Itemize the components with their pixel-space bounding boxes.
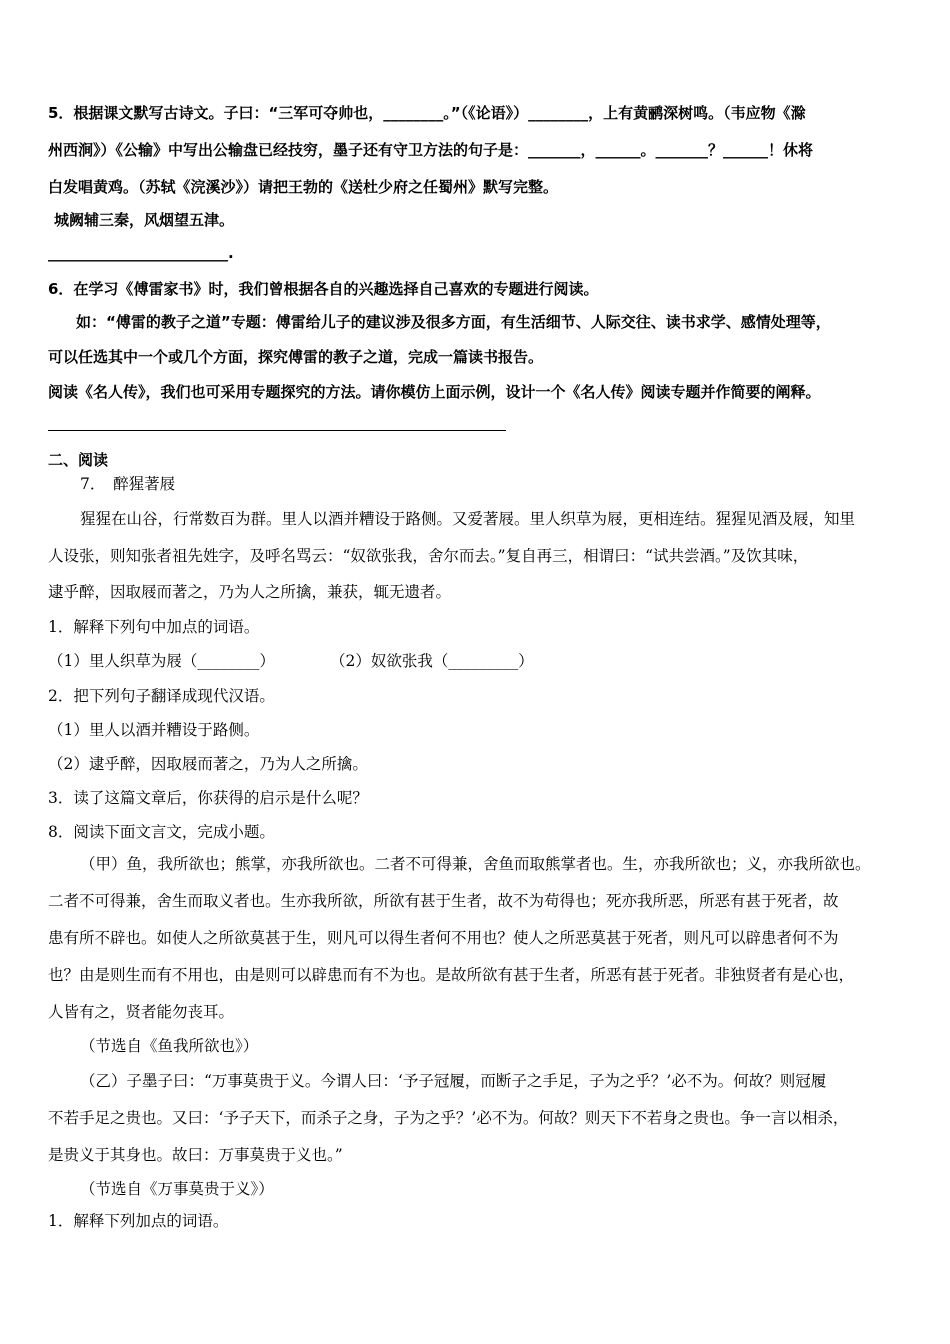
q7-sub-2a: （1）里人以酒并糟设于路侧。 (48, 721, 260, 739)
section-title: 二、阅读 (48, 451, 109, 469)
q7-sub-2b: （2）逮乎醉，因取屐而著之，乃为人之所擒。 (48, 755, 368, 773)
q8-sub-1: 1．解释下列加点的词语。 (48, 1212, 229, 1230)
q7-sub-3: 3．读了这篇文章后，你获得的启示是什么呢？ (48, 789, 368, 807)
q8-b-line-1: （乙）子墨子曰：“万事莫贵于义。今谓人曰：‘予子冠履，而断子之手足，子为之乎？’必不为。何故？则冠履 (80, 1072, 827, 1090)
q8-a-line-3: 患有所不辟也。如使人之所欲莫甚于生，则凡可以得生者何不用也？使人之所恶莫甚于死者，则凡可以辟患者何不为 (48, 929, 839, 947)
q5-line-1: 5．根据课文默写古诗文。子曰：“三军可夺帅也，________。”（《论语》）________，上有黄鹂深树鸣。（韦应物《滁 (48, 104, 806, 122)
q6-line-1: 6．在学习《傅雷家书》时，我们曾根据各自的兴趣选择自己喜欢的专题进行阅读。 (48, 280, 599, 298)
q6-example-line-1: 如：“傅雷的教子之道”专题：傅雷给儿子的建议涉及很多方面，有生活细节、人际交往、读书求学、感情处理等， (76, 313, 831, 331)
q7-sub-2: 2．把下列句子翻译成现代汉语。 (48, 687, 275, 705)
q6-line-4: 阅读《名人传》，我们也可采用专题探究的方法。请你模仿上面示例，设计一个《名人传》阅读专题并作简要的阐释。 (48, 383, 821, 401)
q7-title: 7． 醉猩著屐 (80, 475, 176, 493)
q7-sub-1b: （2）奴欲张我（_________） (330, 652, 534, 670)
q7-passage-line-3: 逮乎醉，因取屐而著之，乃为人之所擒，兼获，辄无遗者。 (48, 583, 452, 601)
q6-answer-line (48, 430, 506, 431)
q5-line-4: 城阙辅三秦，风烟望五津。 (54, 211, 235, 229)
q6-example-line-2: 可以任选其中一个或几个方面，探究傅雷的教子之道，完成一篇读书报告。 (48, 348, 544, 366)
q8-a-line-4: 也？由是则生而有不用也，由是则可以辟患而有不为也。是故所欲有甚于生者，所恶有甚于死者。非独贤者有是心也， (48, 966, 855, 984)
q8-b-line-2: 不若手足之贵也。又曰：‘予子天下，而杀子之身，子为之乎？’必不为。何故？则天下不若身之贵也。争一言以相杀， (48, 1109, 849, 1127)
q8-a-line-2: 二者不可得兼，舍生而取义者也。生亦我所欲，所欲有甚于生者，故不为苟得也；死亦我所恶，所恶有甚于死者，故 (48, 892, 839, 910)
q8-b-source: （节选自《万事莫贵于义》） (80, 1180, 274, 1198)
q7-sub-1a: （1）里人织草为屐（________） (48, 652, 275, 670)
q7-sub-1: 1．解释下列句中加点的词语。 (48, 618, 260, 636)
q8-title: 8．阅读下面文言文，完成小题。 (48, 823, 275, 841)
q8-b-line-3: 是贵义于其身也。故曰：万事莫贵于义也。” (48, 1146, 343, 1164)
q7-passage-line-1: 猩猩在山谷，行常数百为群。里人以酒并糟设于路侧。又爱著屐。里人织草为屐，更相连结。猩猩见酒及屐，知里 (80, 510, 856, 528)
q8-a-source: （节选自《鱼我所欲也》） (80, 1037, 259, 1055)
q5-line-2: 州西涧》）《公输》中写出公输盘已经技穷，墨子还有守卫方法的句子是：_______，______。_______？______！休将 (48, 141, 814, 159)
q8-a-line-5: 人皆有之，贤者能勿丧耳。 (48, 1003, 235, 1021)
q5-answer-blank: ________________________. (48, 244, 234, 262)
q7-passage-line-2: 人设张，则知张者祖先姓字，及呼名骂云：“奴欲张我，舍尔而去。”复自再三，相谓曰：“试共尝酒。”及饮其味， (48, 547, 809, 565)
q8-a-line-1: （甲）鱼，我所欲也；熊掌，亦我所欲也。二者不可得兼，舍鱼而取熊掌者也。生，亦我所欲也；义，亦我所欲也。 (80, 855, 871, 873)
q5-line-3: 白发唱黄鸡。（苏轼《浣溪沙》）请把王勃的《送杜少府之任蜀州》默写完整。 (48, 178, 559, 196)
